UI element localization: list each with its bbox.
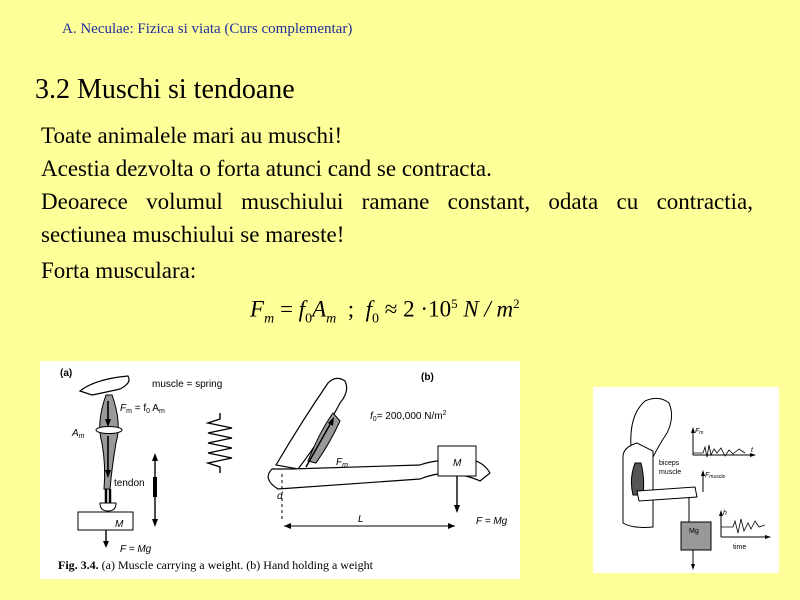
bone-top bbox=[80, 376, 129, 395]
mass-fig2 bbox=[681, 522, 711, 550]
fm-label-a: $F_m = f_0$ $A_m$ bbox=[120, 403, 165, 415]
am-label: $A_m$ bbox=[72, 428, 85, 440]
fm-label-b: $F_m$ bbox=[336, 457, 348, 469]
svg-text:M: M bbox=[115, 519, 124, 530]
body-line-3: Deoarece volumul muschiului ramane constant, odata cu contractia, sectiunea muschiului se mareste! bbox=[41, 189, 753, 247]
f-mg-b: F = Mg bbox=[476, 516, 508, 527]
label-a: (a) bbox=[60, 368, 73, 379]
d-label: d bbox=[277, 491, 283, 502]
svg-text:muscle: muscle bbox=[659, 469, 682, 476]
svg-text:Fm: Fm bbox=[695, 428, 704, 436]
svg-text:t: t bbox=[751, 447, 753, 454]
figure-muscle-hand bbox=[40, 361, 520, 579]
body-line-1: Toate animalele mari au muschi! bbox=[41, 123, 343, 148]
slide-title: 3.2 Muschi si tendoane bbox=[35, 74, 295, 105]
muscle-spring-label: muscle = spring bbox=[152, 379, 223, 390]
f-mg-a: F = Mg bbox=[120, 544, 152, 555]
svg-text:Fmuscle: Fmuscle bbox=[705, 472, 726, 480]
f0-value: $f_0= 200,000$ $N/m^2$ bbox=[370, 410, 447, 423]
slide-body bbox=[41, 119, 753, 251]
svg-text:M: M bbox=[453, 458, 462, 469]
label-b: (b) bbox=[421, 372, 434, 383]
L-label: L bbox=[358, 514, 364, 525]
muscle-section bbox=[96, 427, 122, 434]
tendon-label: tendon bbox=[114, 478, 145, 489]
header-title: A. Neculae: Fizica si viata (Curs complementar) bbox=[62, 21, 353, 37]
force-formula: $F_m = f_0A_m$ ; $f_0 \approx 2 \cdot 10^5$ N / $m^2$ bbox=[250, 296, 520, 327]
svg-text:biceps: biceps bbox=[659, 460, 680, 467]
forta-label: Forta musculara: bbox=[41, 258, 197, 283]
svg-text:time: time bbox=[733, 544, 747, 551]
svg-text:Mg: Mg bbox=[689, 528, 699, 535]
figure-biceps-graph bbox=[593, 387, 779, 573]
spring bbox=[208, 413, 232, 473]
svg-text:h: h bbox=[723, 510, 727, 517]
mass-a bbox=[78, 512, 133, 530]
body-line-2: Acestia dezvolta o forta atunci cand se contracta. bbox=[41, 156, 492, 181]
height-trace bbox=[721, 519, 765, 533]
figure-caption: Fig. 3.4. (a) Muscle carrying a weight. (b) Hand holding a weight bbox=[58, 558, 373, 572]
